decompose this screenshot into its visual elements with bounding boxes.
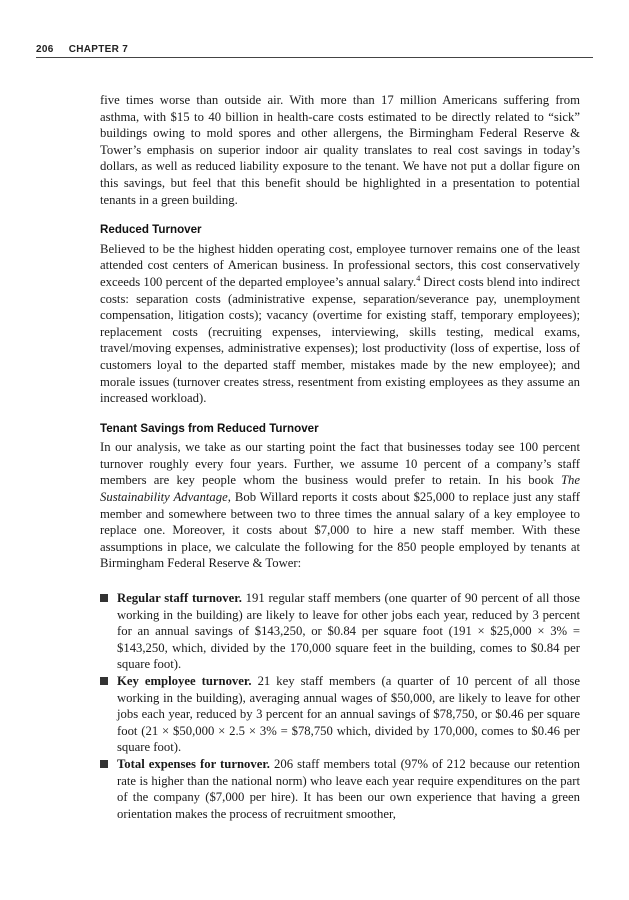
square-bullet-icon: [100, 760, 108, 768]
bullet-title: Key employee turnover.: [117, 674, 252, 688]
bullet-text: 206 staff members total (97% of 212 because our retention rate is higher than the national norm) who leave each year require expenditures on the part of the company ($7,000 per hire). It has been our own experience that having a green orientation makes the process of recruitment smoother,: [117, 756, 581, 821]
list-item: [100, 590, 580, 673]
paragraph-reduced-turnover: [100, 241, 580, 407]
text-segment: , Bob Willard reports it costs about $25,000 to replace just any staff member and somewhere between two to three times the annual salary of a key employee to replace one. Moreover, it costs about $7,000 to hire a new staff member. With these assumptions in place, we calculate the following for the 850 people employed by tenants at Birmingham Federal Reserve & Tower:: [100, 490, 580, 571]
list-item: [100, 673, 580, 756]
bullet-text: 191 regular staff members (one quarter of 90 percent of all those working in the building) are likely to leave for other jobs each year, reduced by 3 percent for an annual savings of $143,250, or $0.84 per square foot (191 × $25,000 × 3% = $143,250, which, divided by the 170,000 square feet in the building, comes to $0.84 per square foot).: [117, 591, 580, 672]
header-rule: [36, 57, 593, 58]
text-segment: Believed to be the highest hidden operating cost, employee turnover remains one of the least attended cost centers of American business. In professional sectors, this cost conservatively exceeds 100 percent of the departed employee’s annual salary.: [100, 241, 580, 289]
footnote-marker: 4: [416, 273, 421, 283]
text-segment: In our analysis, we take as our starting point the fact that businesses today see 100 percent turnover roughly every four years. Further, we assume 10 percent of a company’s staff members are key people whom the business would prefer to retain. In his book: [100, 440, 580, 488]
bullet-text: 21 key staff members (a quarter of 10 percent of all those working in the building), averaging annual wages of $50,000, are likely to leave for other jobs each year, reduced by 3 percent for an annual savings of $78,750, or $0.46 per square foot (21 × $50,000 × 2.5 × 3% = $78,750 which, divided by 170,000, comes to $0.46 per square foot).: [117, 674, 580, 755]
book-title: The Sustainability Advantage: [100, 473, 580, 505]
square-bullet-icon: [100, 594, 108, 602]
page-body: [100, 92, 580, 822]
bullet-title: Total expenses for turnover.: [117, 756, 270, 771]
running-header: [36, 44, 128, 55]
square-bullet-icon: [100, 677, 108, 685]
heading-reduced-turnover: Reduced Turnover: [100, 223, 202, 237]
bullet-list: [100, 590, 580, 822]
page-number: 206: [36, 44, 54, 55]
heading-tenant-savings: Tenant Savings from Reduced Turnover: [100, 421, 319, 435]
chapter-label: CHAPTER 7: [68, 44, 129, 55]
text-segment: Direct costs blend into indirect costs: separation costs (administrative expense, separation/severance pay, unemployment compensation, litigation costs); vacancy (overtime for existing staff, temporary employees); replacement costs (recruiting expenses, interviewing, skills testing, medical exams, travel/moving expenses, administrative expenses); lost productivity (loss of expertise, loss of customers loyal to the departed staff member, mistakes made by the new employee); and morale issues (turnover creates stress, resentment from existing employees as they assume an increased workload).: [100, 274, 580, 406]
paragraph-tenant-savings: [100, 439, 580, 572]
paragraph-intro: five times worse than outside air. With more than 17 million Americans suffering from asthma, with $15 to 40 billion in health-care costs estimated to be directly related to “sick” buildings owing to mold spores and other allergens, the Birmingham Federal Reserve & Tower’s emphasis on superior indoor air quality translates to real cost savings in today’s dollars, as well as reduced liability exposure to the tenant. We have not put a dollar figure on this savings, but feel that this benefit should be highlighted in a presentation to potential tenants in a green building.: [100, 93, 580, 207]
bullet-title: Regular staff turnover.: [117, 591, 242, 606]
list-item: [100, 756, 580, 822]
